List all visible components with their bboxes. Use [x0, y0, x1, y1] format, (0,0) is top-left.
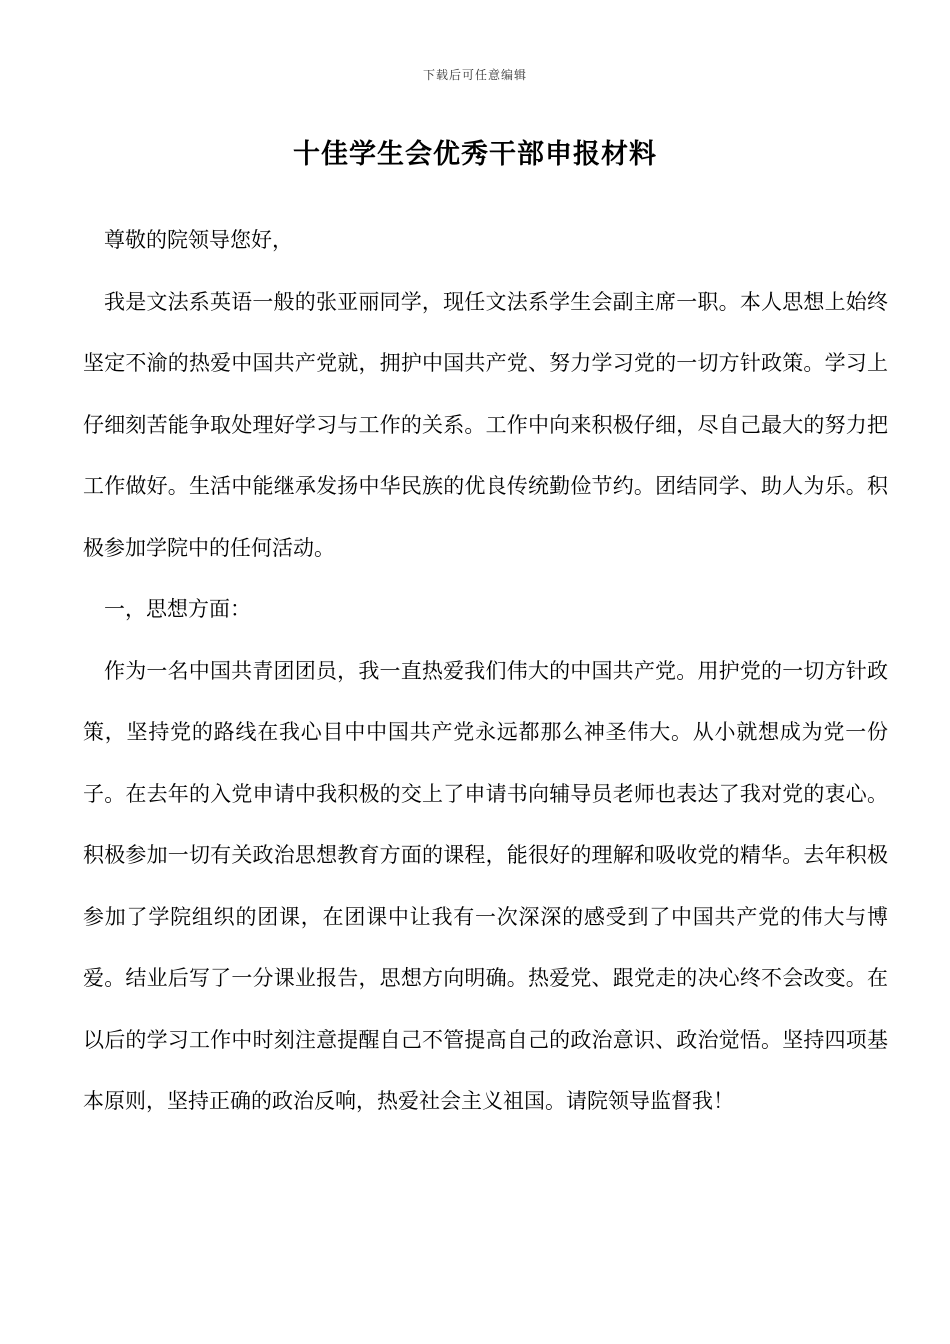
document-title: 十佳学生会优秀干部申报材料	[293, 139, 657, 170]
salutation-paragraph: 尊敬的院领导您好，	[104, 228, 293, 252]
intro-paragraph: 我是文法系英语一般的张亚丽同学，现任文法系学生会副主席一职。本人思想上始终坚定不渝的热爱中国共产党就，拥护中国共产党、努力学习党的一切方针政策。学习上仔细刻苦能争取处理好学习与工作的关系。工作中向来积极仔细，尽自己最大的努力把工作做好。生活中能继承发扬中华民族的优良传统勤俭节约。团结同学、助人为乐。积极参加学院中的任何活动。	[83, 289, 888, 560]
document-body	[83, 210, 888, 1133]
header-note: 下载后可任意编辑	[422, 68, 527, 82]
section-heading-ideology: 一，思想方面：	[104, 597, 251, 621]
ideology-paragraph: 作为一名中国共青团团员，我一直热爱我们伟大的中国共产党。用护党的一切方针政策，坚持党的路线在我心目中中国共产党永远都那么神圣伟大。从小就想成为党一份子。在去年的入党申请中我积极的交上了申请书向辅导员老师也表达了我对党的衷心。积极参加一切有关政治思想教育方面的课程，能很好的理解和吸收党的精华。去年积极参加了学院组织的团课，在团课中让我有一次深深的感受到了中国共产党的伟大与博爱。结业后写了一分课业报告，思想方向明确。热爱党、跟党走的决心终不会改变。在以后的学习工作中时刻注意提醒自己不管提高自己的政治意识、政治觉悟。坚持四项基本原则，坚持正确的政治反响，热爱社会主义祖国。请院领导监督我！	[83, 658, 888, 1113]
